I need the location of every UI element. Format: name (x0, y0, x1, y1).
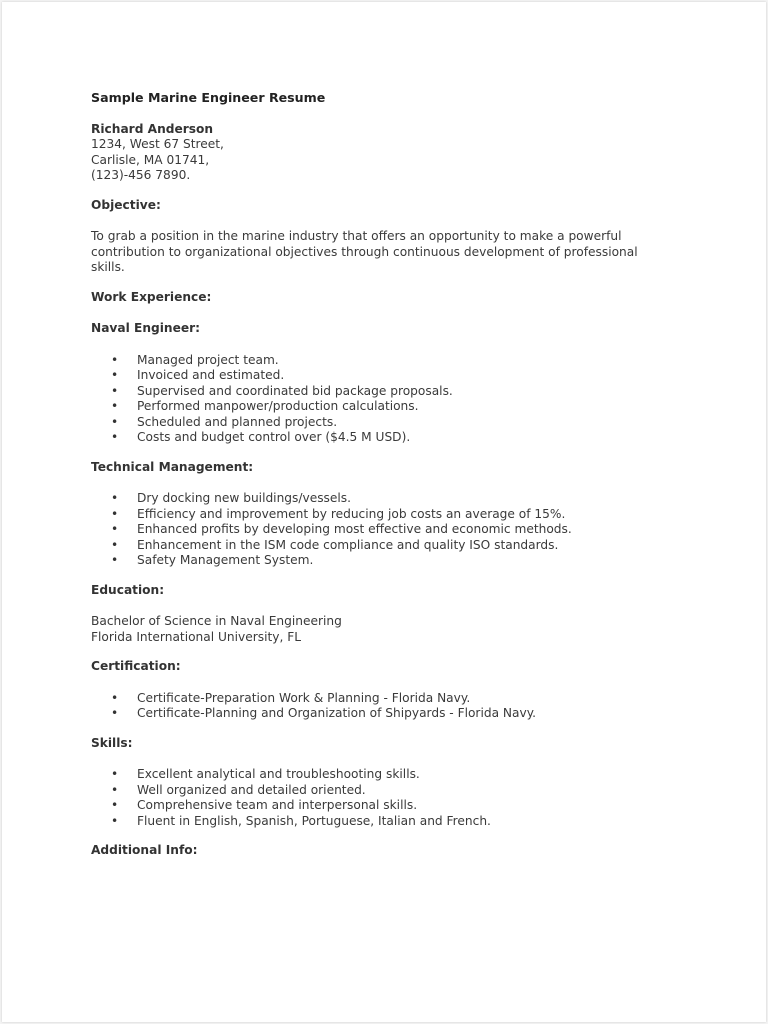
list-item: • Certificate-Planning and Organization of Shipyards - Florida Navy. (111, 706, 711, 722)
list-item: • Certificate-Preparation Work & Planning - Florida Navy. (111, 691, 711, 707)
skills-list (91, 767, 711, 829)
objective-text: To grab a position in the marine industry that offers an opportunity to make a powerful contribution to organizational objectives through continuous development of professional skills. (91, 229, 638, 274)
contact-block (91, 122, 711, 184)
degree-line: Bachelor of Science in Naval Engineering (91, 614, 342, 628)
skills-heading: Skills: (91, 735, 133, 750)
resume-title: Sample Marine Engineer Resume (91, 90, 326, 105)
list-item: • Invoiced and estimated. (111, 368, 711, 384)
university-line: Florida International University, FL (91, 629, 302, 644)
address-line: 1234, West 67 Street, (91, 137, 224, 151)
list-item: • Efficiency and improvement by reducing job costs an average of 15%. (111, 507, 711, 523)
list-item: • Safety Management System. (111, 553, 711, 569)
list-item: • Enhancement in the ISM code compliance and quality ISO standards. (111, 538, 711, 554)
work-experience-heading: Work Experience: (91, 289, 212, 304)
resume-content (91, 90, 711, 875)
list-item: • Scheduled and planned projects. (111, 415, 711, 431)
document-page (2, 2, 766, 1022)
objective-heading: Objective: (91, 197, 161, 212)
contact-name: Richard Anderson (91, 121, 214, 136)
address-line: Carlisle, MA 01741, (91, 152, 210, 167)
list-item: • Enhanced profits by developing most effective and economic methods. (111, 522, 711, 538)
list-item: • Costs and budget control over ($4.5 M USD). (111, 430, 711, 446)
certification-heading: Certification: (91, 659, 181, 673)
list-item: • Supervised and coordinated bid package proposals. (111, 384, 711, 400)
list-item: • Comprehensive team and interpersonal skills. (111, 798, 711, 814)
list-item: • Excellent analytical and troubleshooting skills. (111, 767, 711, 783)
education-block (91, 614, 711, 645)
additional-info-heading: Additional Info: (91, 843, 198, 857)
technical-management-list (91, 491, 711, 569)
list-item: • Dry docking new buildings/vessels. (111, 491, 711, 507)
phone-line: (123)-456 7890. (91, 168, 191, 182)
naval-engineer-heading: Naval Engineer: (91, 321, 201, 335)
education-heading: Education: (91, 582, 165, 597)
list-item: • Fluent in English, Spanish, Portuguese, Italian and French. (111, 814, 711, 830)
certification-list (91, 691, 711, 722)
list-item: • Managed project team. (111, 353, 711, 369)
list-item: • Well organized and detailed oriented. (111, 783, 711, 799)
technical-management-heading: Technical Management: (91, 459, 254, 474)
naval-engineer-list (91, 353, 711, 446)
list-item: • Performed manpower/production calculations. (111, 399, 711, 415)
